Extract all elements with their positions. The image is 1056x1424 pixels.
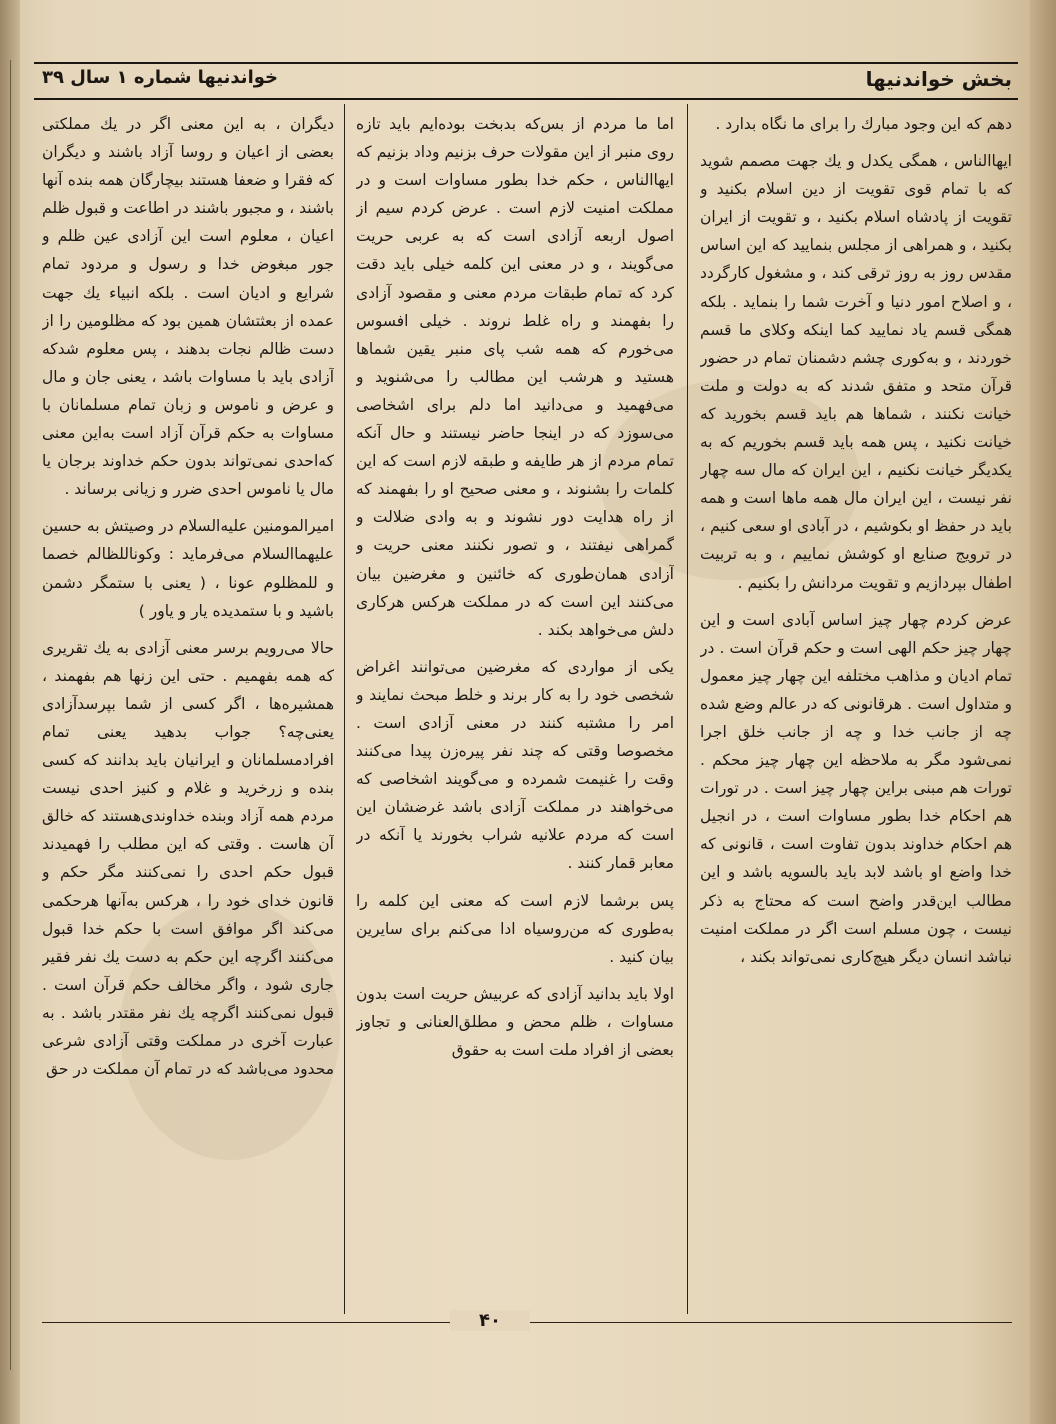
section-title: بخش خواندنیها [865,67,1012,91]
paragraph: حالا می‌رویم برسر معنی آزادی به یك تقریری که همه بفهمیم . حتی این زنها هم بفهمند ، همشیره‌ها ، اگر کسی از شما بپرسدآزادی یعنی‌چه؟ جواب بدهید یعنی تمام افرادمسلمانان و ایرانیان باید بدانند که کسی بنده و زرخرید و غلام و کنیز احدی نیست مردم همه آزاد وبنده خداوندی‌هستند که خالق آن هاست . وقتی که این مطلب را فهمیدند قبول حکم احدی را نمی‌کنند مگر حکم و قانون خدای خود را ، هرکس به‌آنها هرحکمی می‌کند اگر موافق است با حکم خدا قبول می‌کنند اگرچه این حکم به دست یك نفر فقیر جاری شود ، واگر مخالف حکم قرآن است . قبول نمی‌کنند اگرچه یك نفر مقتدر باشد . به عبارت آخری در مملکت وقتی آزادی شرعی محدود می‌باشد که در تمام آن مملکت در حق [42,638,334,1079]
page-header [34,62,1018,100]
binding-line [10,60,11,1370]
paragraph: ایهاالناس ، همگی یکدل و یك جهت مصمم شوید که با تمام قوی تقویت از دین اسلام بکنید و تقویت از پادشاه اسلام بکنید ، و تقویت از ایران بکنید ، و همراهی از مجلس بنمایید که این اساس مقدس روز به روز ترقی کند ، و مشغول کارگردد ، و اصلاح امور دنیا و آخرت شما را بنماید . بلکه همگی قسم یاد نمایید کما اینکه وکلای ما قسم خوردند ، و به‌کوری چشم دشمنان تمام در حضور قرآن متحد و متفق شدند که به دولت و ملت خیانت نکنند ، شماها هم باید قسم بخورید که خیانت نکنید ، پس همه باید قسم بخوریم که به یکدیگر خیانت نکنیم ، این ایران که مال سه چهار نفر نیست ، این ایران مال همه ماها است و همه باید در حفظ او بکوشیم ، در آبادی او سعی کنیم ، در ترویج صنایع او کوشش نماییم ، و به تربیت اطفال بپردازیم و تقویت مردانش را بکنیم . [700,152,1012,592]
issue-info: خواندنیها شماره ۱ سال ۳۹ [42,67,278,88]
column-rule [344,104,345,1314]
paragraph: یکی از مواردی که مغرضین می‌توانند اغراض شخصی خود را به کار برند و خلط مبحث نمایند و امر را مشتبه کنند در معنی آزادی است . مخصوصا وقتی که چند نفر پیره‌زن پیدا می‌کنند وقت را غنیمت شمرده و می‌گویند اشخاصی که می‌خواهند در مملکت آزادی باشد غرضشان این است که مردم علانیه شراب بخورند یا آنکه در معابر قمار کنند . [356,657,674,873]
paragraph: دهم که این وجود مبارك را برای ما نگاه بدارد . [715,115,1012,133]
page-edge-shadow [1030,0,1056,1424]
column-rule [687,104,688,1314]
paragraph: اما ما مردم از بس‌که بدبخت بوده‌ایم باید تازه روی منبر از این مقولات حرف بزنیم وداد بزنیم که ایهاالناس ، حکم خدا بطور مساوات است و در مملکت امنیت لازم است . عرض کردم سیم از اصول اربعه آزادی است که به عربی حریت می‌گویند ، و در معنی این کلمه خیلی باید دقت کرد که تمام طبقات مردم معنی و مقصود آزادی را بفهمند و راه غلط نروند . خیلی افسوس می‌خورم که همه شب پای منبر یقین شماها هستید و هرشب این مطالب را می‌شنوید و می‌فهمید و می‌دانید اما دلم برای اشخاصی می‌سوزد که در اینجا حاضر نیستند و حال آنکه تمام مردم از هر طایفه و طبقه لازم است که این کلمات را بشنوند ، و معنی صحیح او را بفهمند که از راه هدایت دور نشوند و به وادی ضلالت و گمراهی نیفتند ، و تصور نکنند معنی حریت و آزادی همان‌طوری که خائنین و مغرضین بیان می‌کنند این است که در مملکت هرکس هرکاری دلش می‌خواهد بکند . [356,115,674,639]
text-column-middle [356,110,674,1280]
paragraph: اولا باید بدانید آزادی که عربیش حریت است بدون مساوات ، ظلم محض و مطلق‌العنانی و تجاوز بعضی از افراد ملت است به حقوق [356,984,674,1059]
paragraph: عرض کردم چهار چیز اساس آبادی است و این چهار چیز حکم الهی است و حکم قرآن است . در تمام ادیان و مذاهب مختلفه این چهار چیز معمول و متداول است . هرقانونی که در عالم وضع شده چه از جانب خدا و چه از جانب خلق اجرا نمی‌شود مگر به ملاحظه این چهار چیز محکم . تورات هم مبنی براین چهار چیز است . در تورات هم احکام خدا بطور مساوات است ، در انجیل هم احکام خداوند بدون تفاوت است ، قانونی که خدا واضع او باشد لابد باید بالسویه باشد و این مطالب این‌قدر واضح است که محتاج به ذکر نیست ، چون مسلم است اگر در مملکت امنیت نباشد انسان دیگر هیچ‌کاری نمی‌تواند بکند ، [700,610,1012,966]
paragraph: پس برشما لازم است که معنی این کلمه را به‌طوری که من‌روسیاه ادا می‌کنم برای سایرین بیان کنید . [356,891,674,966]
text-column-left [42,110,334,1280]
paragraph: امیرالمومنین علیه‌السلام در وصیتش به حسین علیهماالسلام می‌فرماید : وکوناللظالم خصما و للمظلوم عونا ، ( یعنی با ستمگر دشمن باشید و با ستمدیده یار و یاور ) [42,517,334,620]
paragraph: دیگران ، به این معنی اگر در یك مملکتی بعضی از اعیان و روسا آزاد باشند و دیگران که فقرا و ضعفا هستند بیچارگان همه بنده آنها باشند ، و مجبور باشند در اطاعت و قبول ظلم اعیان ، معلوم است این آزادی عین ظلم و جور مبغوض خدا و رسول و مردود تمام شرایع و ادیان است . بلکه انبیاء یك جهت عمده از بعثتشان همین بود که مظلومین را از دست ظالم نجات بدهند ، پس معلوم شدکه آزادی باید با مساوات باشد ، یعنی جان و مال و عرض و ناموس و زبان تمام مسلمانان با مساوات به حکم قرآن آزاد است به‌این معنی که‌احدی نمی‌تواند بدون حکم خداوند برجان یا مال یا ناموس احدی ضرر و زیانی برساند . [42,115,334,499]
text-column-right [700,110,1012,1280]
page-number: ۴۰ [450,1310,530,1331]
